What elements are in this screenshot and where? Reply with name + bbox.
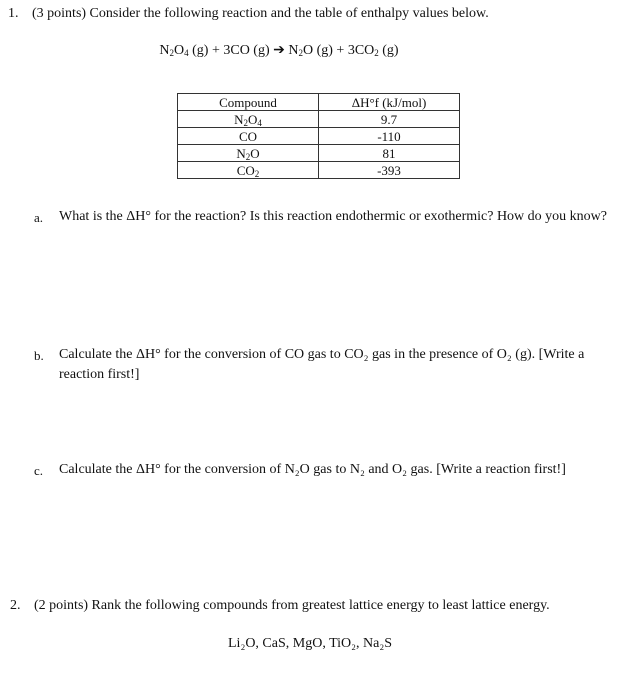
part-c-text: Calculate the ΔH° for the conversion of N₂O gas to N₂ and O₂ gas. [Write a reaction first!] — [59, 462, 566, 477]
table-cell-value: 9.7 — [319, 111, 460, 128]
table-row — [178, 162, 460, 179]
table-cell-value: -393 — [319, 162, 460, 179]
table-cell-compound: $N_2O$ — [178, 145, 319, 162]
part-b-text: Calculate the ΔH° for the conversion of CO gas to CO₂ gas in the presence of O₂ (g). [Write a reaction first!] — [59, 347, 585, 382]
table-header-compound: Compound — [178, 94, 319, 111]
table-header-enthalpy: ΔH°f (kJ/mol) — [319, 94, 460, 111]
question-1-text: (3 points) Consider the following reaction and the table of enthalpy values below. — [32, 6, 489, 21]
reaction-equation: $N_2O_4$ (g) + 3CO (g) ➔ $N_2O$ $(g) + 3CO_2$ (g) — [159, 43, 399, 58]
question-1-number: 1. — [8, 6, 19, 21]
table-cell-compound: CO — [178, 128, 319, 145]
enthalpy-table — [177, 93, 460, 179]
question-2-number: 2. — [10, 598, 21, 613]
part-a-text: What is the ΔH° for the reaction? Is this reaction endothermic or exothermic? How do you know? — [59, 209, 607, 224]
table-cell-compound: $CO_2$ — [178, 162, 319, 179]
part-a-label: a. — [34, 210, 44, 225]
question-2-text: (2 points) Rank the following compounds from greatest lattice energy to least lattice energy. — [34, 598, 550, 613]
table-row — [178, 145, 460, 162]
table-cell-value: -110 — [319, 128, 460, 145]
table-row — [178, 128, 460, 145]
part-c-label: c. — [34, 463, 44, 478]
table-row — [178, 111, 460, 128]
compound-list: Li₂O, CaS, MgO, TiO₂, Na₂S — [228, 636, 393, 651]
table-cell-value: 81 — [319, 145, 460, 162]
part-b-label: b. — [34, 348, 44, 363]
table-cell-compound: $N_2O_4$ — [178, 111, 319, 128]
table-header-row — [178, 94, 460, 111]
